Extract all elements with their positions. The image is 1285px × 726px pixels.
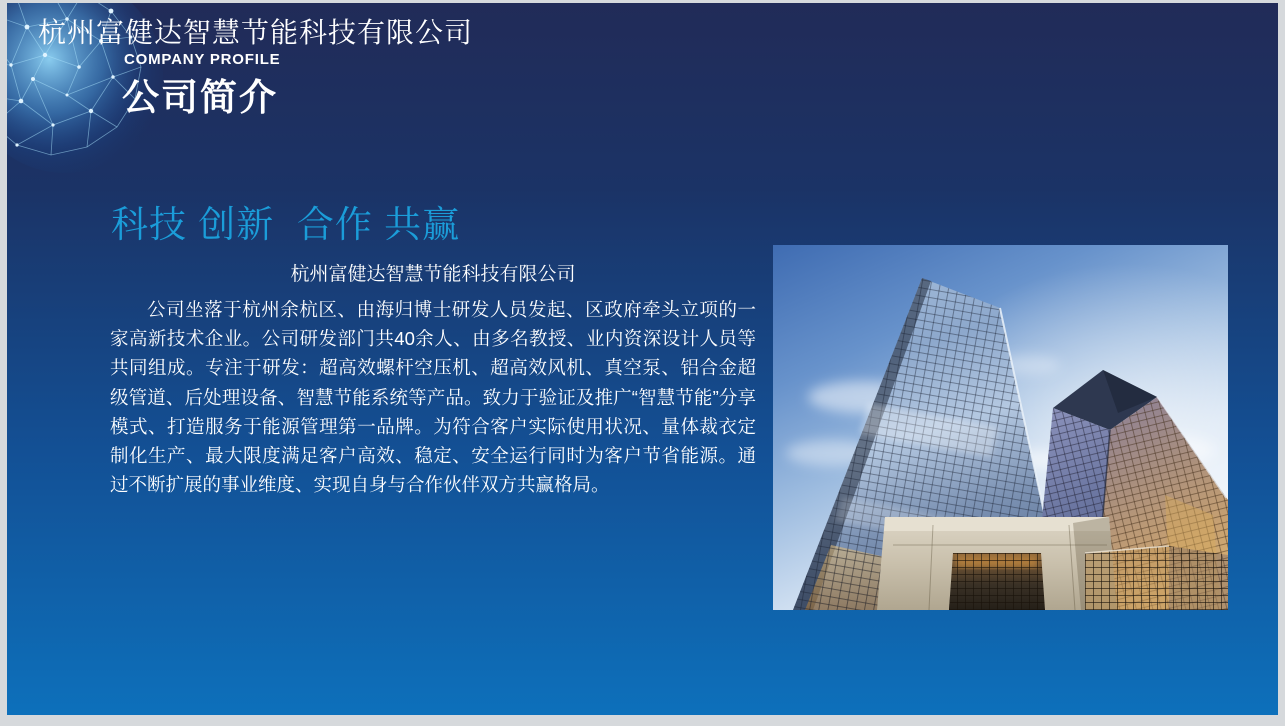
slide-company-profile <box>7 3 1278 715</box>
company-intro-paragraph: 公司坐落于杭州余杭区、由海归博士研发人员发起、区政府牵头立项的一家高新技术企业。公司研发部门共40余人、由多名教授、业内资深设计人员等共同组成。专注于研发：超高效螺杆空压机、超高效风机、真空泵、铝合金超级管道、后处理设备、智慧节能系统等产品。致力于验证及推广“智慧节能”分享模式、打造服务于能源管理第一品牌。为符合客户实际使用状况、量体裁衣定制化生产、最大限度满足客户高效、稳定、安全运行同时为客户节省能源。通过不断扩展的事业维度、实现自身与合作伙伴双方共赢格局。 <box>110 299 756 496</box>
foreground-glass-lattice <box>1085 546 1228 610</box>
company-name-line: 杭州富健达智慧节能科技有限公司 <box>290 264 576 285</box>
section-title: 公司简介 <box>122 77 278 118</box>
slogan-text: 科技 创新 合作 共赢 <box>111 204 461 245</box>
section-subtitle-en: COMPANY PROFILE <box>124 51 281 68</box>
company-name-title: 杭州富健达智慧节能科技有限公司 <box>38 17 474 48</box>
buildings-photo <box>773 245 1228 610</box>
intro-text-block <box>110 259 756 499</box>
skyscrapers-illustration <box>773 245 1228 610</box>
entrance-portal <box>877 517 1117 610</box>
